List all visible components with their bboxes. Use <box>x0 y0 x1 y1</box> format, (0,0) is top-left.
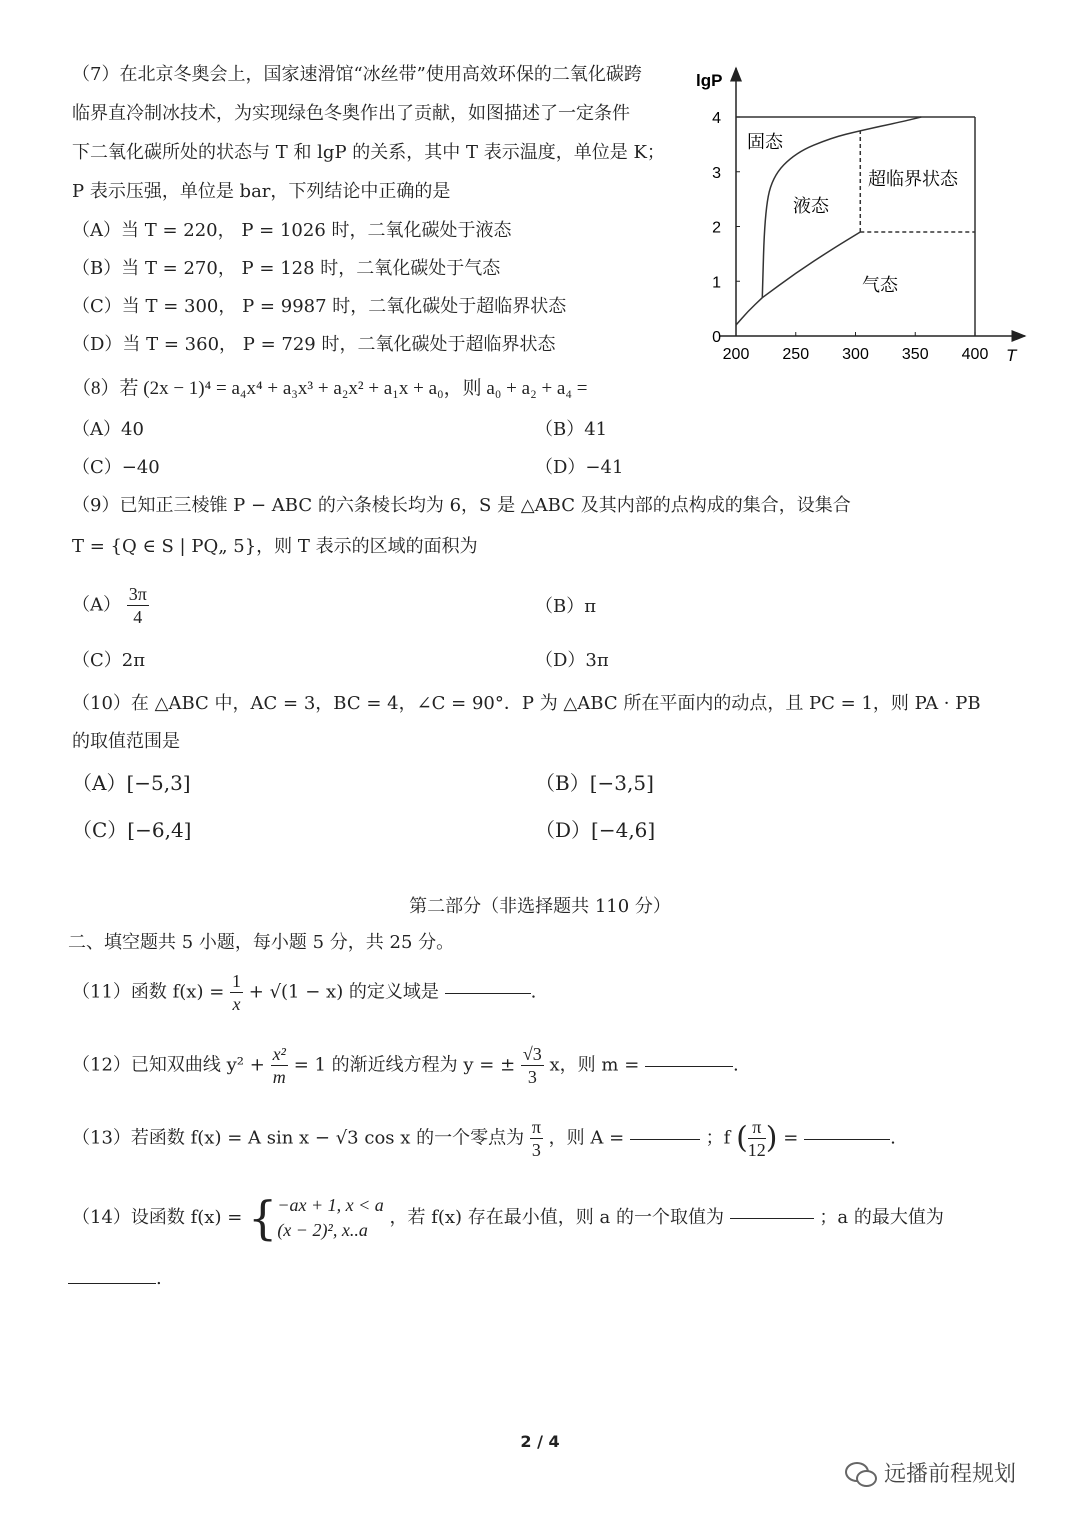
curve-melting <box>762 117 921 298</box>
q12-post: x，则 m = <box>549 1054 640 1076</box>
q12-numerator-1: x² <box>272 1044 286 1064</box>
q7-line-2: 临界直冷制冰技术，为实现绿色冬奥作出了贡献，如图描述了一定条件 <box>72 103 630 124</box>
q11-fraction <box>230 972 243 1013</box>
region-liquid: 液态 <box>793 196 829 216</box>
q14-case-2: (x − 2)², x..a <box>277 1220 368 1241</box>
q9-option-c: （C）2π <box>72 650 146 671</box>
q12-fraction-2 <box>521 1045 544 1086</box>
q12-denominator-2: 3 <box>527 1067 537 1087</box>
x-tick-label: 300 <box>842 346 869 363</box>
region-gas: 气态 <box>862 275 898 295</box>
watermark <box>845 1462 1016 1488</box>
q8-option-b: （B）41 <box>535 419 608 440</box>
q9-option-a-label: （A） <box>72 594 121 616</box>
q7-option-a: （A）当 T = 220， P = 1026 时，二氧化碳处于液态 <box>72 220 512 241</box>
q11-end: . <box>530 981 537 1003</box>
q10-stem-2: 的取值范围是 <box>72 731 180 752</box>
phase-diagram-chart <box>690 60 1040 380</box>
q13-numerator-2: π <box>748 1118 766 1139</box>
x-tick-label: 350 <box>901 346 929 363</box>
q14 <box>72 1191 944 1246</box>
q9-a-numerator: 3π <box>128 584 147 604</box>
q13-left-paren: ( <box>736 1120 748 1156</box>
q14-continuation <box>68 1270 162 1288</box>
q13-pre: （13）若函数 f(x) = A sin x − √3 cos x 的一个零点为 <box>72 1127 525 1149</box>
q7-line-4: P 表示压强，单位是 bar，下列结论中正确的是 <box>72 181 451 202</box>
y-axis-label: lgP <box>696 71 723 90</box>
q13-right-paren: ) <box>765 1120 778 1156</box>
q8-option-c: （C）−40 <box>72 457 160 478</box>
q13-answer-blank-2[interactable] <box>804 1138 890 1140</box>
q14-post: ，若 f(x) 存在最小值，则 a 的一个取值为 <box>389 1207 724 1229</box>
q14-answer-blank-1[interactable] <box>730 1217 814 1219</box>
x-tick-label: 400 <box>961 346 989 363</box>
watermark-text: 远播前程规划 <box>884 1462 1017 1487</box>
q13-fraction-1 <box>530 1118 543 1159</box>
q7-option-c: （C）当 T = 300， P = 9987 时，二氧化碳处于超临界状态 <box>72 296 567 317</box>
q7-option-b: （B）当 T = 270， P = 128 时，二氧化碳处于气态 <box>72 258 501 279</box>
x-tick-label: 200 <box>722 346 750 363</box>
q14-end: . <box>156 1268 162 1289</box>
part2-title: 第二部分（非选择题共 110 分） <box>409 896 671 917</box>
q14-brace: { <box>248 1191 278 1246</box>
q9-option-d: （D）3π <box>535 650 609 671</box>
q10-option-d: （D）[−4,6] <box>535 818 656 842</box>
q13-post: = <box>783 1127 799 1149</box>
y-tick-label: 0 <box>712 329 721 346</box>
q14-cases <box>277 1193 383 1243</box>
q11-post: + √(1 − x) 的定义域是 <box>248 981 439 1003</box>
q13 <box>72 1118 896 1159</box>
q9-option-a-fraction <box>127 585 149 626</box>
q13-denominator-1: 3 <box>531 1140 541 1160</box>
y-tick-label: 3 <box>712 164 721 182</box>
curve-vaporization <box>762 232 860 298</box>
q8-option-a: （A）40 <box>72 419 144 440</box>
q10-option-c: （C）[−6,4] <box>72 818 192 842</box>
q13-numerator-1: π <box>531 1117 541 1137</box>
q13-mid2: ；f <box>705 1127 731 1149</box>
q14-answer-blank-2[interactable] <box>68 1282 156 1284</box>
q8-stem: （8）若 (2x − 1)⁴ = a₄x⁴ + a₃x³ + a₂x² + a₁x + a₀，则 a₀ + a₂ + a₄ = <box>72 378 588 399</box>
q11-pre: （11）函数 f(x) = <box>72 981 225 1003</box>
q9-stem-2: T = {Q ∈ S | PQ„ 5}，则 T 表示的区域的面积为 <box>72 536 478 557</box>
section-heading: 二、填空题共 5 小题，每小题 5 分，共 25 分。 <box>68 932 455 953</box>
q14-pre: （14）设函数 f(x) = <box>72 1207 243 1229</box>
q10-option-a: （A）[−5,3] <box>72 771 191 795</box>
q13-mid: ，则 A = <box>548 1127 625 1149</box>
q13-answer-blank-1[interactable] <box>630 1138 700 1140</box>
q10-option-b: （B）[−3,5] <box>535 771 654 795</box>
x-axis-label: T <box>1006 346 1017 365</box>
q12-fraction-1 <box>271 1045 288 1086</box>
y-tick-label: 2 <box>712 219 721 237</box>
page-number: 2 / 4 <box>520 1432 560 1451</box>
q14-case-1: −ax + 1, x < a <box>277 1195 384 1215</box>
region-solid: 固态 <box>747 132 783 152</box>
q12-denominator-1: m <box>272 1067 286 1087</box>
q7-line-3: 下二氧化碳所处的状态与 T 和 lgP 的关系，其中 T 表示温度，单位是 K； <box>72 142 665 163</box>
q8-option-d: （D）−41 <box>535 457 624 478</box>
q11-answer-blank[interactable] <box>445 992 531 994</box>
q13-end: . <box>890 1127 896 1149</box>
q13-denominator-2: 12 <box>747 1140 766 1160</box>
curve-sublimation <box>736 298 762 325</box>
y-tick-label: 4 <box>712 110 721 127</box>
q11 <box>72 972 536 1013</box>
q11-numerator: 1 <box>232 971 242 991</box>
q12 <box>72 1045 739 1086</box>
q13-fraction-2 <box>748 1118 766 1159</box>
x-tick-label: 250 <box>782 346 810 363</box>
q14-mid: ；a 的最大值为 <box>819 1207 944 1229</box>
q9-stem-1: （9）已知正三棱锥 P − ABC 的六条棱长均为 6，S 是 △ABC 及其内部的点构成的集合，设集合 <box>72 495 851 516</box>
q12-end: . <box>733 1054 739 1076</box>
wechat-icon <box>845 1462 877 1488</box>
y-tick-label: 1 <box>712 274 721 292</box>
q12-mid: = 1 的渐近线方程为 y = ± <box>293 1054 516 1076</box>
q9-option-a <box>72 585 149 626</box>
region-supercritical: 超临界状态 <box>868 169 958 189</box>
q12-pre: （12）已知双曲线 y² + <box>72 1054 265 1076</box>
q9-option-b: （B）π <box>535 596 597 617</box>
q7-option-d: （D）当 T = 360， P = 729 时，二氧化碳处于超临界状态 <box>72 334 556 355</box>
q12-numerator-2: √3 <box>522 1044 542 1064</box>
q11-denominator: x <box>232 994 241 1014</box>
q10-stem-1: （10）在 △ABC 中，AC = 3，BC = 4，∠C = 90°．P 为 △ABC 所在平面内的动点，且 PC = 1，则 PA · PB <box>72 693 981 714</box>
q9-a-denominator: 4 <box>133 607 143 627</box>
q7-line-1: （7）在北京冬奥会上，国家速滑馆“冰丝带”使用高效环保的二氧化碳跨 <box>72 64 642 85</box>
q12-answer-blank[interactable] <box>645 1065 733 1067</box>
